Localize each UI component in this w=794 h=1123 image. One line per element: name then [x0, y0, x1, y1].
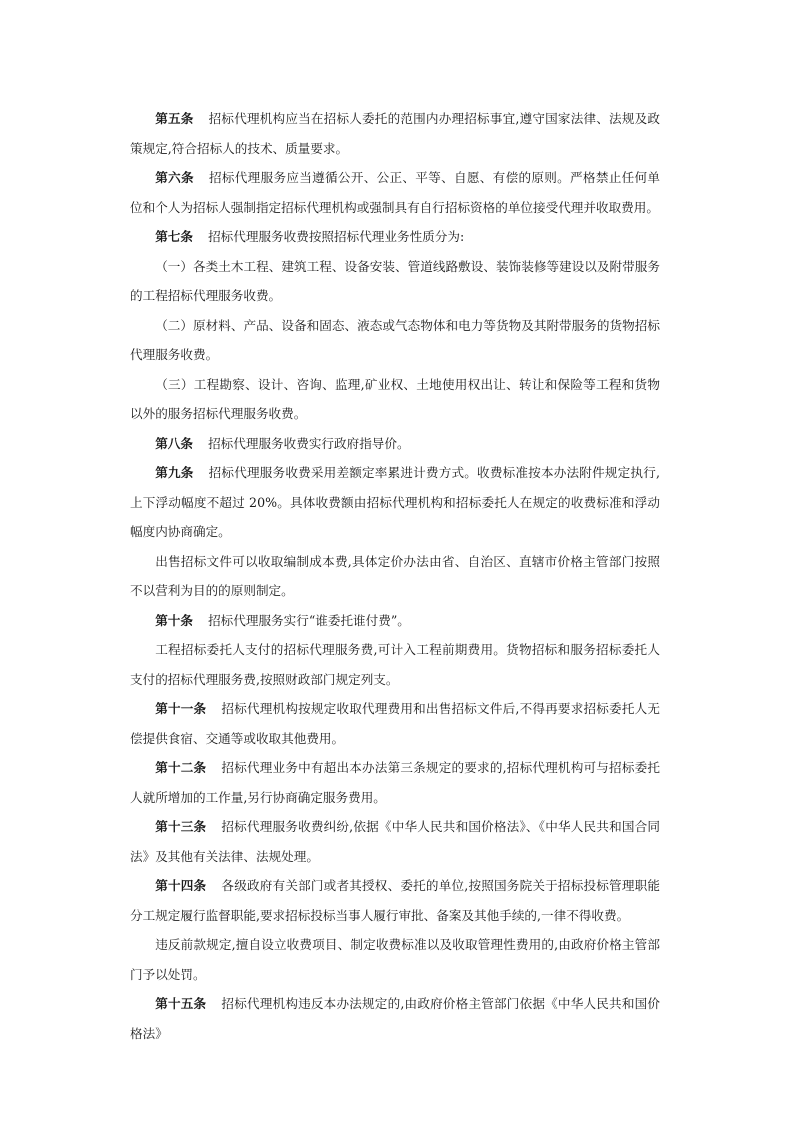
- article-number: 第十三条: [155, 819, 207, 834]
- article-text: 招标代理机构按规定收取代理费用和出售招标文件后,不得再要求招标委托人无偿提供食宿、交通等或收取其他费用。: [130, 701, 660, 746]
- item-text: （二）原材料、产品、设备和固态、液态或气态物体和电力等货物及其附带服务的货物招标代理服务收费。: [130, 317, 660, 362]
- paragraph-article-9-cont: [130, 547, 660, 606]
- paragraph-article-14-cont: [130, 930, 660, 989]
- paragraph-article-5: [130, 104, 660, 163]
- article-number: 第五条: [155, 111, 194, 126]
- paragraph-item-2: [130, 311, 660, 370]
- paragraph-article-9: [130, 458, 660, 547]
- article-number: 第七条: [155, 229, 193, 244]
- article-number: 第八条: [155, 435, 193, 451]
- paragraph-text: 工程招标委托人支付的招标代理服务费,可计入工程前期费用。货物招标和服务招标委托人支付的招标代理服务费,按照财政部门规定列支。: [130, 642, 660, 687]
- paragraph-item-1: [130, 252, 660, 311]
- article-number: 第十一条: [155, 701, 207, 716]
- paragraph-article-8: [130, 429, 660, 459]
- article-text: 招标代理服务实行“谁委托谁付费”。: [208, 612, 410, 628]
- article-number: 第十条: [155, 612, 193, 628]
- article-text: 招标代理服务收费实行政府指导价。: [208, 435, 410, 451]
- paragraph-article-10-cont: [130, 635, 660, 694]
- article-text: 招标代理服务应当遵循公开、公正、平等、自愿、有偿的原则。严格禁止任何单位和个人为招标人强制指定招标代理机构或强制具有自行招标资格的单位接受代理并收取费用。: [130, 170, 661, 215]
- article-text: 招标代理业务中有超出本办法第三条规定的要求的,招标代理机构可与招标委托人就所增加的工作量,另行协商确定服务费用。: [130, 760, 660, 805]
- document-body: [130, 104, 660, 1048]
- article-text: 招标代理服务收费按照招标代理业务性质分为:: [208, 229, 465, 244]
- article-number: 第十二条: [155, 760, 207, 775]
- article-text: 招标代理服务收费采用差额定率累进计费方式。收费标准按本办法附件规定执行,上下浮动幅度不超过 20%。具体收费额由招标代理机构和招标委托人在规定的收费标准和浮动幅度内协商确定。: [130, 465, 660, 539]
- paragraph-text: 出售招标文件可以收取编制成本费,具体定价办法由省、自治区、直辖市价格主管部门按照不以营利为目的的原则制定。: [130, 553, 660, 598]
- article-text: 招标代理机构应当在招标人委托的范围内办理招标事宜,遵守国家法律、法规及政策规定,符合招标人的技术、质量要求。: [130, 111, 660, 156]
- article-number: 第十四条: [155, 878, 207, 893]
- paragraph-article-13: [130, 812, 660, 871]
- paragraph-article-14: [130, 871, 660, 930]
- item-text: （一）各类土木工程、建筑工程、设备安装、管道线路敷设、装饰装修等建设以及附带服务的工程招标代理服务收费。: [130, 258, 660, 303]
- paragraph-article-6: [130, 163, 660, 222]
- paragraph-article-10: [130, 606, 660, 636]
- article-text: 各级政府有关部门或者其授权、委托的单位,按照国务院关于招标投标管理职能分工规定履行监督职能,要求招标投标当事人履行审批、备案及其他手续的,一律不得收费。: [130, 878, 660, 923]
- article-number: 第九条: [155, 465, 194, 480]
- paragraph-article-11: [130, 694, 660, 753]
- paragraph-article-7: [130, 222, 660, 252]
- paragraph-item-3: [130, 370, 660, 429]
- article-text: 招标代理服务收费纠纷,依据《中华人民共和国价格法》、《中华人民共和国合同法》及其他有关法律、法规处理。: [130, 819, 660, 864]
- paragraph-article-15: [130, 989, 660, 1048]
- article-number: 第六条: [155, 170, 194, 185]
- item-text: （三）工程勘察、设计、咨询、监理,矿业权、土地使用权出让、转让和保险等工程和货物以外的服务招标代理服务收费。: [130, 376, 660, 421]
- paragraph-article-12: [130, 753, 660, 812]
- article-text: 招标代理机构违反本办法规定的,由政府价格主管部门依据《中华人民共和国价格法》: [130, 996, 660, 1041]
- article-number: 第十五条: [155, 996, 207, 1011]
- paragraph-text: 违反前款规定,擅自设立收费项目、制定收费标准以及收取管理性费用的,由政府价格主管部门予以处罚。: [130, 937, 660, 982]
